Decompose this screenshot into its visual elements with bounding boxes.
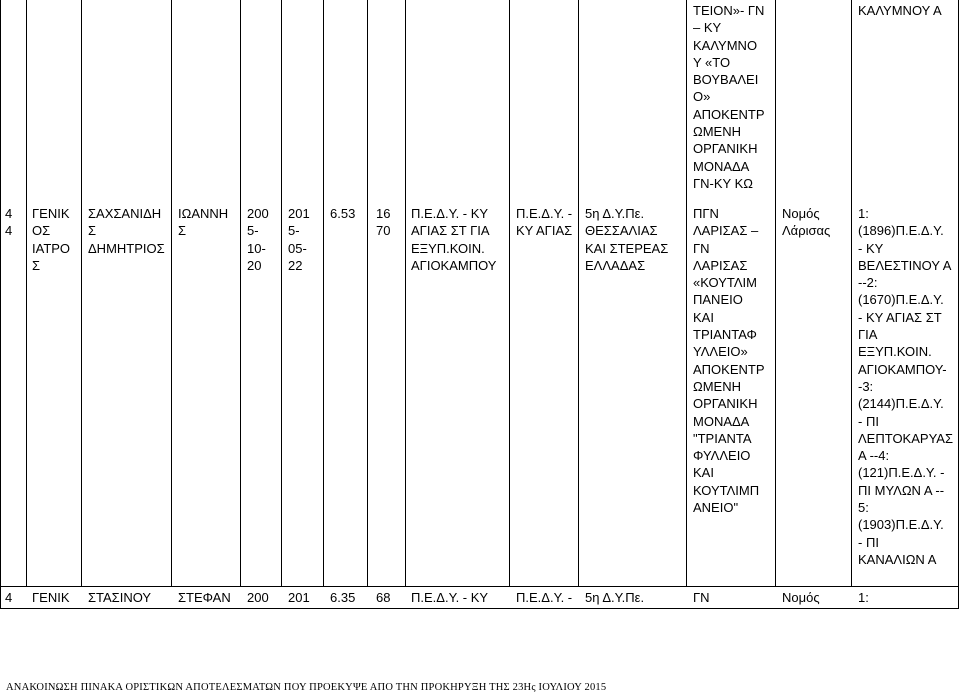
cell-specialty: ΓΕΝΙΚ ΟΣ ΙΑΤΡΟ Σ (32, 206, 71, 273)
cell-hospital: ΠΓΝ ΛΑΡΙΣΑΣ – ΓΝ ΛΑΡΙΣΑΣ «ΚΟΥΤΛΙΜ ΠΑΝΕΙΟ ΚΑΙ ΤΡΙΑΝΤΑΦ ΥΛΛΕΙΟ» ΑΠΟΚΕΝΤΡ ΩΜΕΝΗ ΟΡΓΑΝΙΚΗ ΜΟΝΑΔΑ "ΤΡΙΑΝΤΑ ΦΥΛΛΕΙΟ ΚΑΙ ΚΟΥΤΛΙΜΠ ΑΝΕΙΟ" (693, 206, 765, 516)
col-border-12 (686, 0, 687, 586)
cell-rank: 16 70 (376, 206, 391, 239)
col-border-14 (851, 0, 852, 586)
col-border-2 (26, 0, 27, 586)
cell-firstname: ΙΩΑΝΝΗ Σ (178, 206, 229, 239)
next-score: 6.35 (330, 590, 356, 605)
col-border-13 (775, 0, 776, 586)
cell-region: 5η Δ.Υ.Πε. ΘΕΣΣΑΛΙΑΣ ΚΑΙ ΣΤΕΡΕΑΣ ΕΛΛΑΔΑΣ (585, 206, 669, 273)
col-border-4 (171, 0, 172, 586)
next-unit-short: Π.Ε.Δ.Υ. - (516, 590, 573, 605)
next-surname: ΣΤΑΣΙΝΟΥ (88, 590, 152, 605)
next-unit: Π.Ε.Δ.Υ. - ΚΥ (411, 590, 489, 605)
col-border-5 (240, 0, 241, 586)
table-bottom-border (0, 608, 959, 609)
cell-score: 6.53 (330, 206, 356, 221)
col-border-1 (0, 0, 1, 608)
cell-preferences-top: ΚΑΛΥΜΝΟΥ Α (858, 3, 942, 18)
col-border-6 (281, 0, 282, 586)
cell-hospital-top: ΤΕΙΟΝ»- ΓΝ – ΚΥ ΚΑΛΥΜΝΟ Υ «ΤΟ ΒΟΥΒΑΛΕΙ Ο» ΑΠΟΚΕΝΤΡ ΩΜΕΝΗ ΟΡΓΑΝΙΚΗ ΜΟΝΑΔΑ ΓΝ-ΚΥ ΚΩ (693, 3, 765, 191)
cell-serial: 4 4 (5, 206, 13, 239)
cell-prefecture: Νομός Λάρισας (782, 206, 831, 239)
next-hospital: ΓΝ (693, 590, 710, 605)
page-footer: ΑΝΑΚΟΙΝΩΣΗ ΠΙΝΑΚΑ ΟΡΙΣΤΙΚΩΝ ΑΠΟΤΕΛΕΣΜΑΤΩΝ ΠΟΥ ΠΡΟΕΚΥΨΕ ΑΠΟ ΤΗΝ ΠΡΟΚΗΡΥΞΗ ΤΗΣ 23Ης ΙΟΥΛΙΟΥ 2015 (6, 682, 607, 693)
cell-unit-short: Π.Ε.Δ.Υ. - ΚΥ ΑΓΙΑΣ (516, 206, 573, 239)
col-border-7 (323, 0, 324, 586)
next-region: 5η Δ.Υ.Πε. (585, 590, 645, 605)
col-border-10 (509, 0, 510, 586)
cell-preferences: 1: (1896)Π.Ε.Δ.Υ. - ΚΥ ΒΕΛΕΣΤΙΝΟΥ Α --2: (1670)Π.Ε.Δ.Υ. - ΚΥ ΑΓΙΑΣ ΣΤ ΓΙΑ ΕΞΥΠ.ΚΟΙΝ. ΑΓΙΟΚΑΜΠΟΥ- -3: (2144)Π.Ε.Δ.Υ. - ΠΙ ΛΕΠΤΟΚΑΡΥΑΣ Α --4: (121)Π.Ε.Δ.Υ. - ΠΙ ΜΥΛΩΝ Α -- 5: (1903)Π.Ε.Δ.Υ. - ΠΙ ΚΑΝΑΛΙΩΝ Α (858, 206, 953, 567)
next-firstname: ΣΤΕΦΑΝ (178, 590, 231, 605)
cell-surname: ΣΑΧΣΑΝΙΔΗ Σ ΔΗΜΗΤΡΙΟΣ (88, 206, 165, 256)
next-preferences: 1: (858, 590, 869, 605)
col-border-3 (81, 0, 82, 586)
next-serial: 4 (5, 590, 13, 605)
cell-unit: Π.Ε.Δ.Υ. - ΚΥ ΑΓΙΑΣ ΣΤ ΓΙΑ ΕΞΥΠ.ΚΟΙΝ. ΑΓΙΟΚΑΜΠΟΥ (411, 206, 497, 273)
next-date-2: 201 (288, 590, 310, 605)
cell-date-2: 201 5- 05- 22 (288, 206, 310, 273)
next-rank: 68 (376, 590, 391, 605)
next-date-1: 200 (247, 590, 269, 605)
col-border-11 (578, 0, 579, 586)
row-divider (0, 586, 959, 587)
cell-date-1: 200 5- 10- 20 (247, 206, 269, 273)
next-specialty: ΓΕΝΙΚ (32, 590, 70, 605)
col-border-8 (367, 0, 368, 586)
col-border-9 (405, 0, 406, 586)
next-prefecture: Νομός (782, 590, 820, 605)
